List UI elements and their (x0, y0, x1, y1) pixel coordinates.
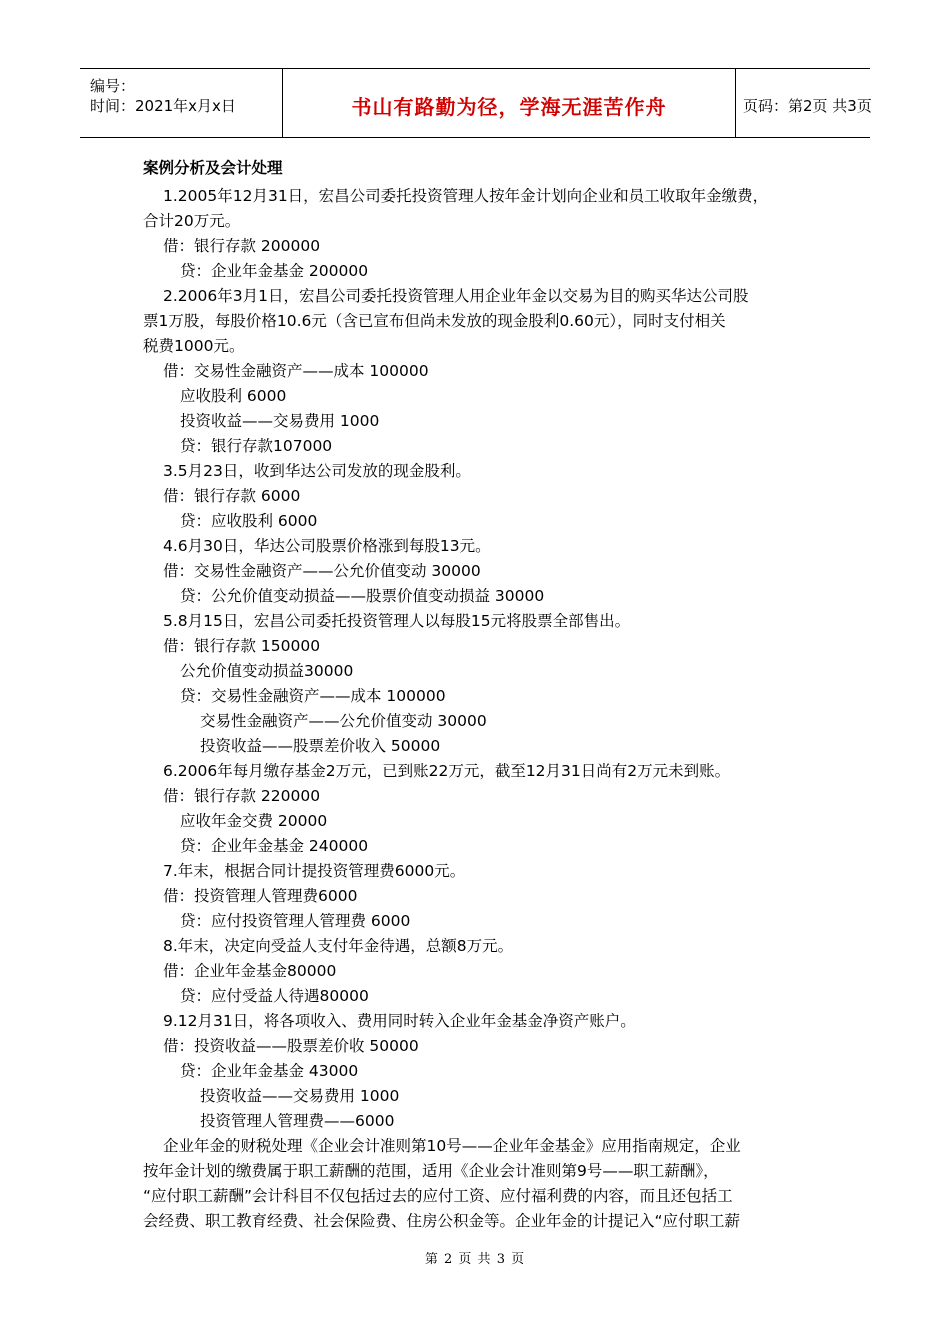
body-line: 借：银行存款 150000 (163, 637, 321, 655)
body-line: 4.6月30日，华达公司股票价格涨到每股13元。 (163, 537, 491, 555)
body-line: 借：交易性金融资产——成本 100000 (163, 362, 429, 380)
body-line: 借：投资管理人管理费6000 (163, 887, 358, 905)
body-line: 借：投资收益——股票差价收 50000 (163, 1037, 419, 1055)
body-line: 贷：交易性金融资产——成本 100000 (180, 687, 446, 705)
body-line: 6.2006年每月缴存基金2万元，已到账22万元，截至12月31日尚有2万元未到账。 (163, 762, 731, 780)
body-line: 投资收益——股票差价收入 50000 (200, 737, 441, 755)
body-line: 应收股利 6000 (180, 387, 287, 405)
body-line: 借：企业年金基金80000 (163, 962, 337, 980)
header-motto: 书山有路勤为径，学海无涯苦作舟 (351, 95, 667, 119)
body-line: 公允价值变动损益30000 (180, 662, 354, 680)
body-line: 交易性金融资产——公允价值变动 30000 (200, 712, 487, 730)
document-number-label: 编号： (90, 77, 136, 95)
body-line: 贷：应付受益人待遇80000 (180, 987, 369, 1005)
body-line: 5.8月15日，宏昌公司委托投资管理人以每股15元将股票全部售出。 (163, 612, 631, 630)
body-line: 借：交易性金融资产——公允价值变动 30000 (163, 562, 481, 580)
body-line: “应付职工薪酬”会计科目不仅包括过去的应付工资、应付福利费的内容，而且还包括工 (143, 1187, 733, 1205)
header-right-cell (735, 69, 870, 137)
header-page-number: 页码：第2页 共3页 (743, 97, 872, 115)
body-line: 贷：企业年金基金 43000 (180, 1062, 359, 1080)
body-line: 9.12月31日，将各项收入、费用同时转入企业年金基金净资产账户。 (163, 1012, 636, 1030)
page-footer: 第 2 页 共 3 页 (424, 1252, 526, 1267)
body-line: 按年金计划的缴费属于职工薪酬的范围，适用《企业会计准则第9号——职工薪酬》， (143, 1162, 719, 1180)
body-line: 借：银行存款 220000 (163, 787, 321, 805)
body-line: 投资收益——交易费用 1000 (200, 1087, 400, 1105)
section-title: 案例分析及会计处理 (143, 159, 283, 177)
body-line: 1.2005年12月31日，宏昌公司委托投资管理人按年金计划向企业和员工收取年金缴费， (163, 187, 769, 205)
page-header (80, 68, 870, 138)
body-line: 贷：银行存款107000 (180, 437, 333, 455)
body-line: 贷：应付投资管理人管理费 6000 (180, 912, 411, 930)
body-line: 2.2006年3月1日，宏昌公司委托投资管理人用企业年金以交易为目的购买华达公司股 (163, 287, 749, 305)
body-line: 贷：企业年金基金 200000 (180, 262, 369, 280)
body-line: 会经费、职工教育经费、社会保险费、住房公积金等。企业年金的计提记入“应付职工薪 (143, 1212, 741, 1230)
body-line: 合计20万元。 (143, 212, 241, 230)
body-line: 税费1000元。 (143, 337, 245, 355)
body-line: 投资管理人管理费——6000 (200, 1112, 395, 1130)
body-line: 借：银行存款 200000 (163, 237, 321, 255)
header-motto-cell (282, 69, 736, 137)
body-line: 8.年末，决定向受益人支付年金待遇，总额8万元。 (163, 937, 514, 955)
body-line: 借：银行存款 6000 (163, 487, 301, 505)
body-line: 贷：应收股利 6000 (180, 512, 318, 530)
body-line: 贷：企业年金基金 240000 (180, 837, 369, 855)
body-line: 企业年金的财税处理《企业会计准则第10号——企业年金基金》应用指南规定，企业 (163, 1137, 741, 1155)
document-date-label: 时间：2021年x月x日 (90, 97, 236, 115)
body-line: 7.年末，根据合同计提投资管理费6000元。 (163, 862, 466, 880)
header-left-cell (80, 69, 282, 137)
body-line: 投资收益——交易费用 1000 (180, 412, 380, 430)
body-line: 3.5月23日，收到华达公司发放的现金股利。 (163, 462, 471, 480)
body-line: 应收年金交费 20000 (180, 812, 328, 830)
body-line: 贷：公允价值变动损益——股票价值变动损益 30000 (180, 587, 545, 605)
body-line: 票1万股，每股价格10.6元（含已宣布但尚未发放的现金股利0.60元），同时支付相关 (143, 312, 726, 330)
